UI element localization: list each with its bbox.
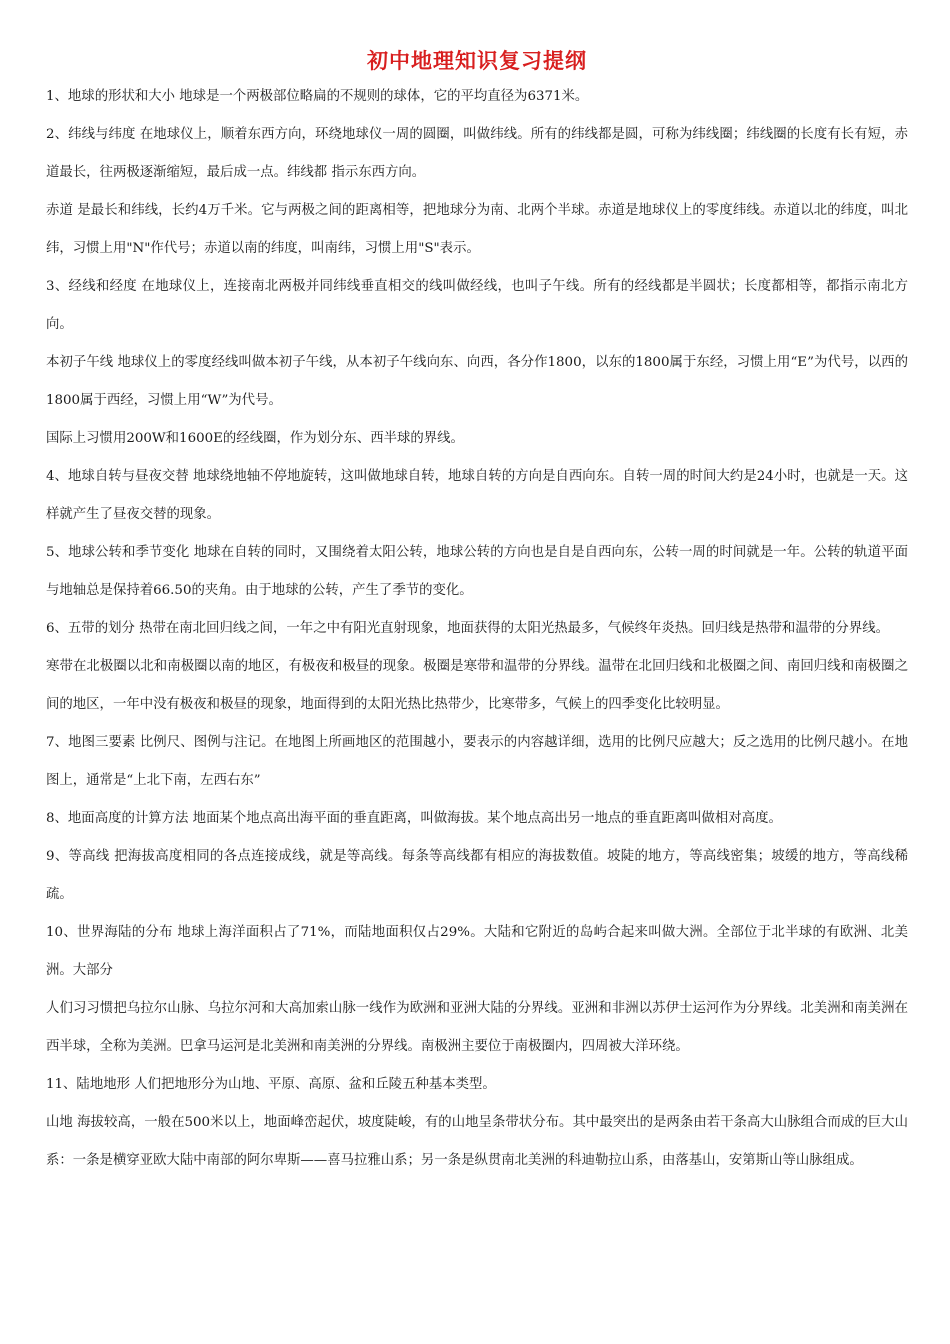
- paragraph-latitude: 2、纬线与纬度 在地球仪上，顺着东西方向，环绕地球仪一周的圆圈，叫做纬线。所有的纬线都是圆，可称为纬线圈；纬线圈的长度有长有短，赤道最长，往两极逐渐缩短，最后成一点。纬线都 指示东西方向。: [46, 127, 908, 180]
- paragraph-shape-size: 1、地球的形状和大小 地球是一个两极部位略扁的不规则的球体，它的平均直径为6371米。: [46, 89, 589, 104]
- paragraph-elevation: 8、地面高度的计算方法 地面某个地点高出海平面的垂直距离，叫做海拔。某个地点高出另一地点的垂直距离叫做相对高度。: [46, 811, 782, 826]
- paragraph-map-elements: 7、地图三要素 比例尺、图例与注记。在地图上所画地区的范围越小，要表示的内容越详细，选用的比例尺应越大；反之选用的比例尺越小。在地图上，通常是“上北下南，左西右东”: [46, 735, 908, 788]
- paragraph-revolution: 5、地球公转和季节变化 地球在自转的同时，又围绕着太阳公转，地球公转的方向也是自是自西向东，公转一周的时间就是一年。公转的轨道平面与地轴总是保持着66.50的夹角。由于地球的公转，产生了季节的变化。: [46, 545, 908, 598]
- paragraph-hemisphere-boundary: 国际上习惯用200W和1600E的经线圈，作为划分东、西半球的界线。: [46, 431, 464, 446]
- paragraph-climate-zones: 6、五带的划分 热带在南北回归线之间，一年之中有阳光直射现象，地面获得的太阳光热最多，气候终年炎热。回归线是热带和温带的分界线。: [46, 621, 889, 636]
- paragraph-continent-boundaries: 人们习习惯把乌拉尔山脉、乌拉尔河和大高加索山脉一线作为欧洲和亚洲大陆的分界线。亚洲和非洲以苏伊士运河作为分界线。北美洲和南美洲在西半球，全称为美洲。巴拿马运河是北美洲和南美洲的分界线。南极洲主要位于南极圈内，四周被大洋环绕。: [46, 1001, 908, 1054]
- paragraph-mountains: 山地 海拔较高，一般在500米以上，地面峰峦起伏，坡度陡峻，有的山地呈条带状分布。其中最突出的是两条由若干条高大山脉组合而成的巨大山系：一条是横穿亚欧大陆中南部的阿尔卑斯——喜马拉雅山系；另一条是纵贯南北美洲的科迪勒拉山系，由落基山，安第斯山等山脉组成。: [46, 1115, 908, 1168]
- paragraph-prime-meridian: 本初子午线 地球仪上的零度经线叫做本初子午线，从本初子午线向东、向西，各分作1800，以东的1800属于东经，习惯上用“E”为代号，以西的1800属于西经，习惯上用“W”为代号。: [46, 355, 908, 408]
- document-title: 初中地理知识复习提纲: [367, 48, 587, 73]
- paragraph-rotation: 4、地球自转与昼夜交替 地球绕地轴不停地旋转，这叫做地球自转，地球自转的方向是自西向东。自转一周的时间大约是24小时，也就是一天。这样就产生了昼夜交替的现象。: [46, 469, 908, 522]
- paragraph-landforms: 11、陆地地形 人们把地形分为山地、平原、高原、盆和丘陵五种基本类型。: [46, 1077, 496, 1092]
- document-page: [46, 48, 908, 1180]
- paragraph-contour-lines: 9、等高线 把海拔高度相同的各点连接成线，就是等高线。每条等高线都有相应的海拔数值。坡陡的地方，等高线密集；坡缓的地方，等高线稀疏。: [46, 849, 908, 902]
- paragraph-longitude: 3、经线和经度 在地球仪上，连接南北两极并同纬线垂直相交的线叫做经线，也叫子午线。所有的经线都是半圆状；长度都相等，都指示南北方向。: [46, 279, 908, 332]
- paragraph-frigid-temperate: 寒带在北极圈以北和南极圈以南的地区，有极夜和极昼的现象。极圈是寒带和温带的分界线。温带在北回归线和北极圈之间、南回归线和南极圈之间的地区，一年中没有极夜和极昼的现象，地面得到的太阳光热比热带少，比寒带多，气候上的四季变化比较明显。: [46, 659, 908, 712]
- paragraph-equator: 赤道 是最长和纬线，长约4万千米。它与两极之间的距离相等，把地球分为南、北两个半球。赤道是地球仪上的零度纬线。赤道以北的纬度，叫北纬，习惯上用"N"作代号；赤道以南的纬度，叫南纬，习惯上用"S"表示。: [46, 203, 908, 256]
- paragraph-land-sea: 10、世界海陆的分布 地球上海洋面积占了71%，而陆地面积仅占29%。大陆和它附近的岛屿合起来叫做大洲。全部位于北半球的有欧洲、北美洲。大部分: [46, 925, 908, 978]
